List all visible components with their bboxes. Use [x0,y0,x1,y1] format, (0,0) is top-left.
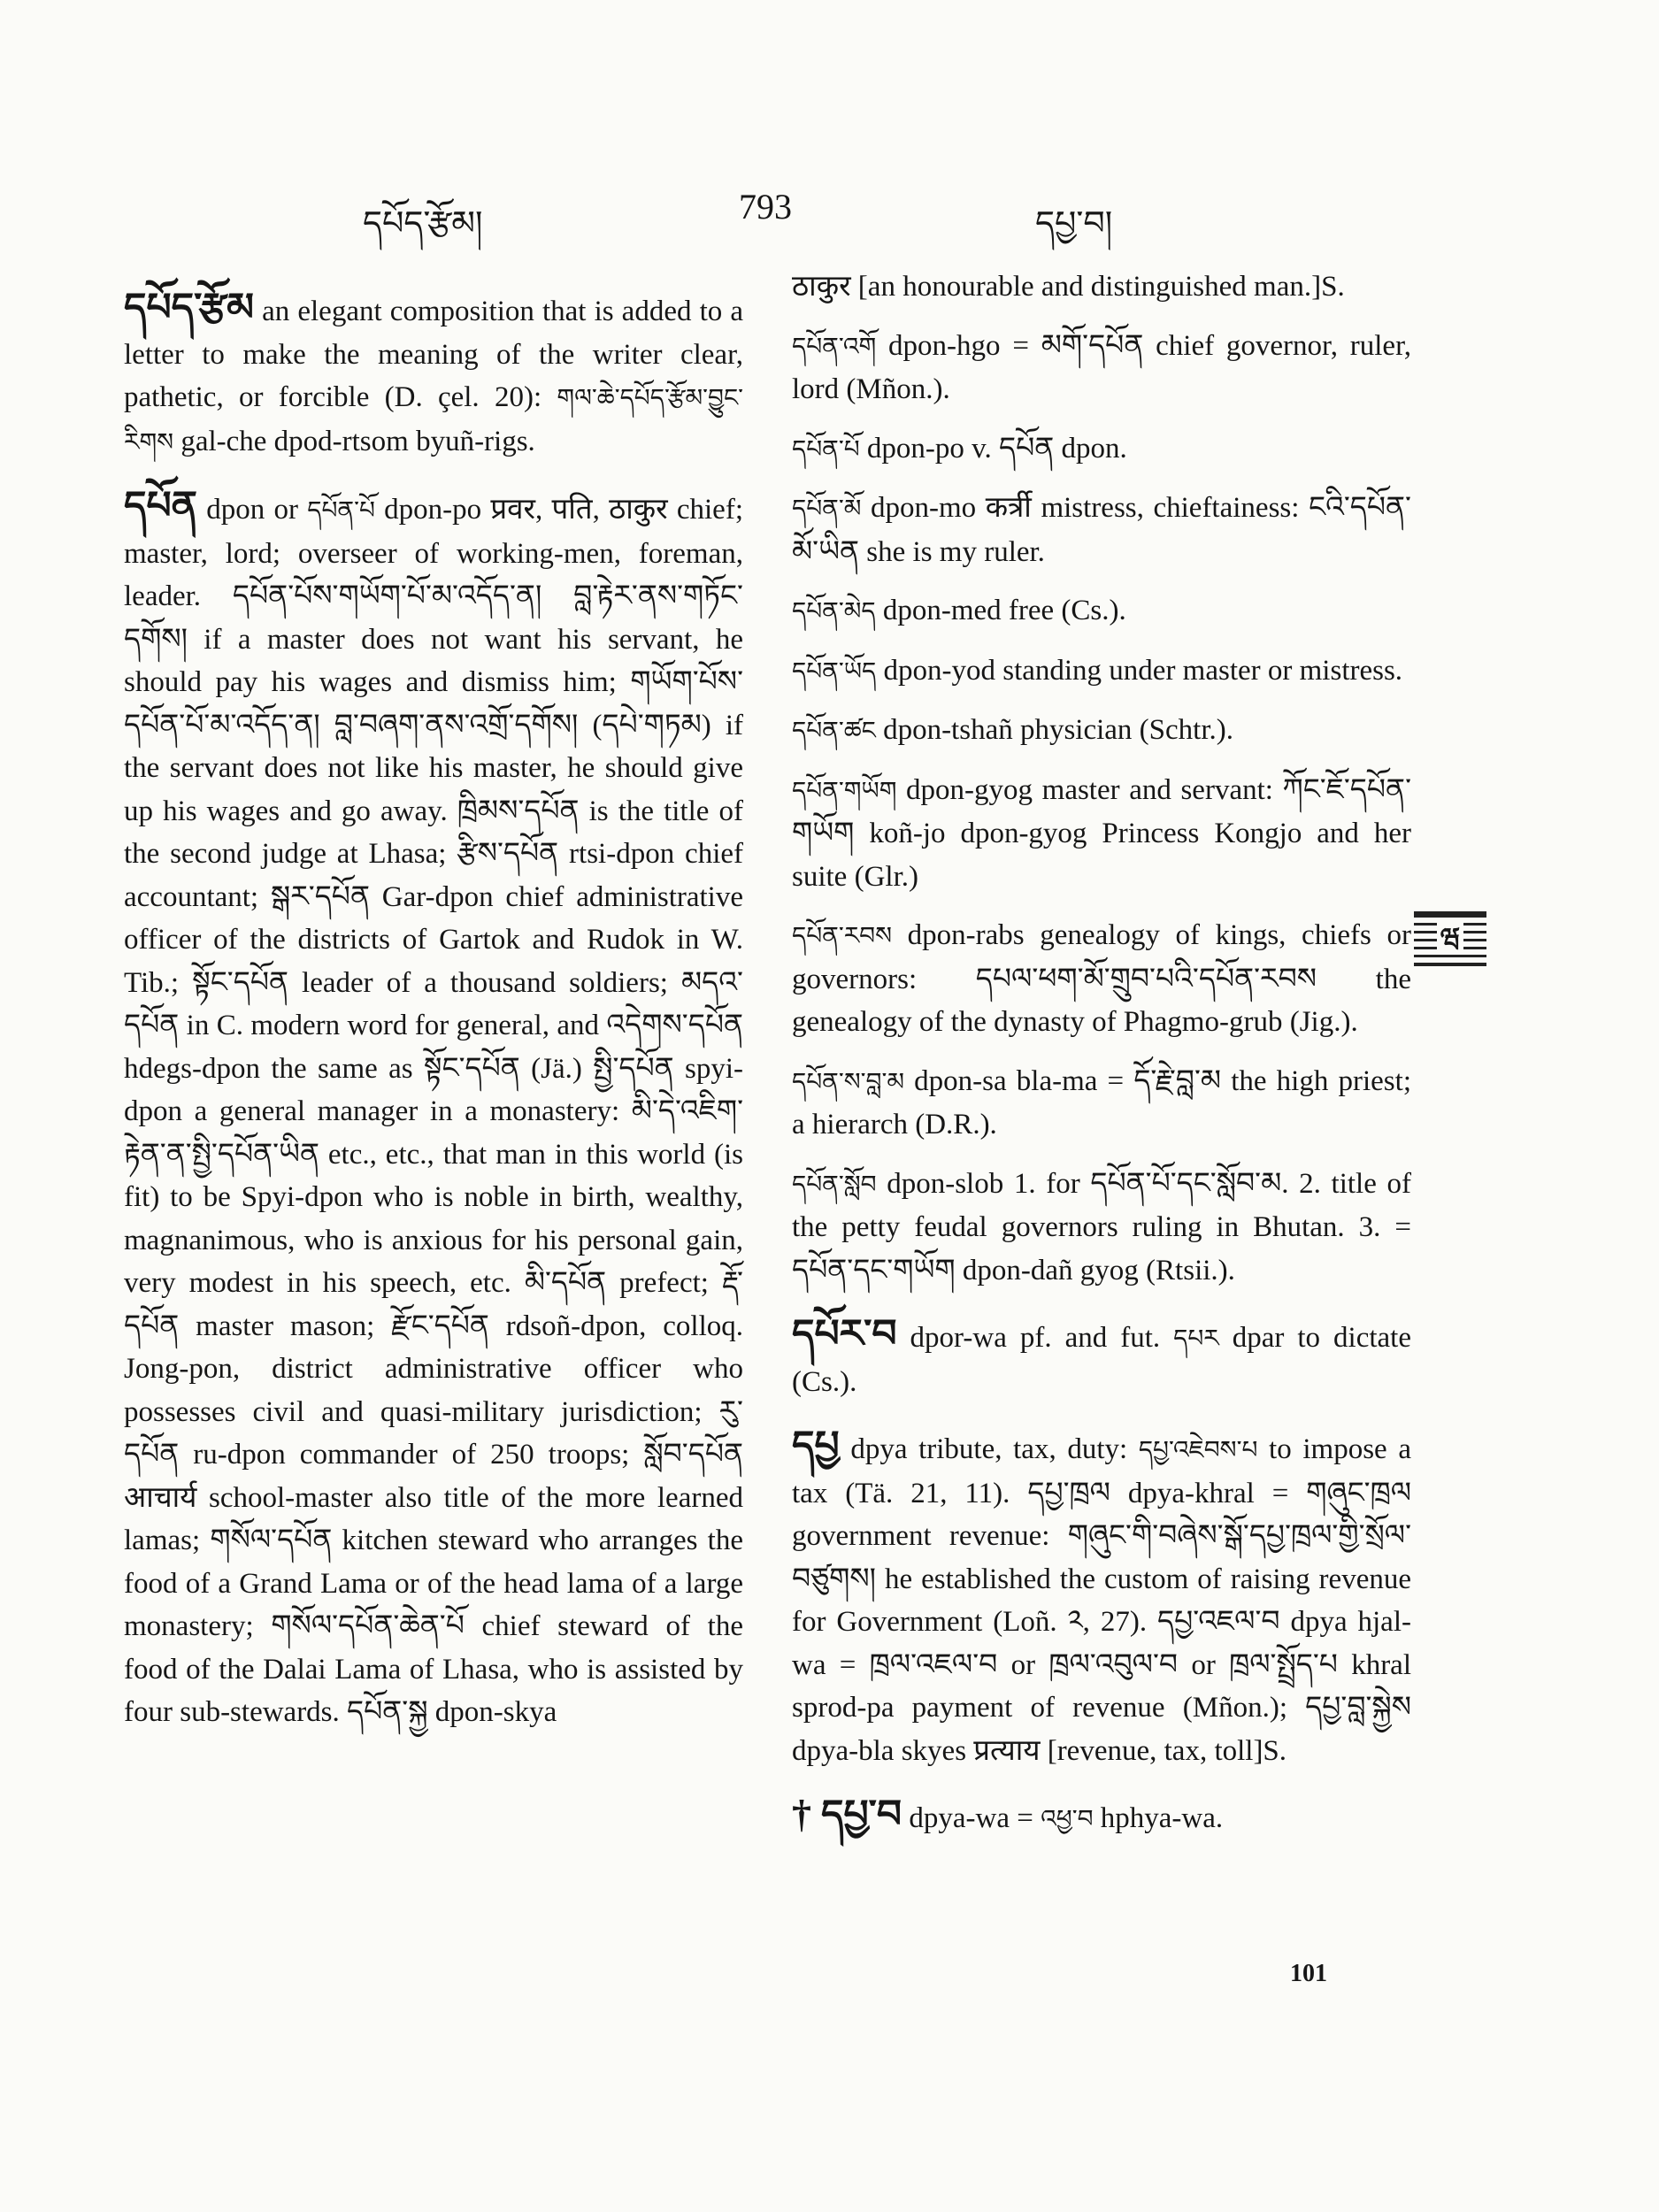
dictionary-entry [792,487,1411,573]
entry-text: dpon-yod standing under master or mistress. [876,654,1403,687]
tibetan-term: དཔོན་འགོ [792,331,877,361]
tibetan-term: དཔོན་སློབ [792,1169,877,1199]
page-number: 793 [739,187,792,227]
headword: དཔྱ [792,1424,840,1467]
tibetan-term: དཔོན་ཡོད [792,656,877,686]
dictionary-entry [792,649,1411,694]
headword: དཔོད་རྩོམ [124,286,255,329]
dictionary-entry [124,485,743,1734]
entry-text: dpya-wa = [902,1802,1041,1834]
tibetan-term: དཔོན་ས་བླ་མ [792,1066,904,1096]
entry-text: dpon-rabs genealogy of kings, chiefs or governors: དཔལ་ཕག་མོ་གྲུབ་པའི་དཔོན་རབས the genealogy of the dynasty of Phagmo-grub (Jig.). [792,919,1411,1038]
tibetan-term: དཔོན་པོ [307,495,375,525]
tibetan-term: དཔོན་གཡོག [792,775,897,805]
header-left-guideword: དཔོད་རྩོམ། [363,205,483,242]
entry-text: an elegant composition that is added to a letter to make the meaning of the writer clear, pathetic, or forcible (D. çel. 20): [124,296,743,413]
thumb-index-letter: ཝ [1437,923,1463,954]
left-column [124,265,743,1750]
entry-text: dpor-wa pf. and fut. [896,1322,1174,1354]
signature-mark: 101 [1290,1960,1327,1987]
tibetan-term: དཔོན་པོ [792,434,860,464]
dictionary-entry [792,1163,1411,1293]
entry-text: dpon-slob 1. for དཔོན་པོ་དང་སློབ་མ. 2. title of the petty feudal governors ruling in Bhutan. 3. = དཔོན་དང་གཡོག dpon-dañ gyog (Rtsii.). [792,1167,1411,1286]
tibetan-term: དཔོན་རབས [792,921,893,950]
entry-text: to impose a tax (Tä. 21, 11). དཔྱ་ཁྲལ dpya-khral = གཞུང་ཁྲལ government revenue: གཞུང་གི་བཞེས་སྒོ་དཔྱ་ཁྲལ་གྱི་སྲོལ་བཙུགས། he established the custom of raising revenue for Government (Loñ. ༢, 27). དཔྱ་འཇལ་བ dpya hjal-wa = ཁྲལ་འཇལ་བ or ཁྲལ་འབུལ་བ or ཁྲལ་སྤྲོད་པ khral sprod-pa payment of revenue (Mñon.); དཔྱ་བླ་སྐྱེས dpya-bla skyes प्रत्याय [revenue, tax, toll]S. [792,1433,1411,1767]
dictionary-entry [124,287,743,464]
dictionary-entry [792,1793,1411,1841]
entry-text: dpon or [197,494,308,526]
tibetan-term: དཔར [1173,1324,1219,1353]
tibetan-term: གལ་ཆེ་དཔོད་རྩོམ་བྱུང་རིགས [124,383,743,457]
entry-text: gal-che dpod-rtsom byuñ-rigs. [173,425,535,457]
dictionary-entry [792,709,1411,753]
tibetan-term: དཔྱ་འཇེབས་པ [1138,1435,1258,1464]
entry-text: dpon-sa bla-ma = དོ་རྗེ་བླ་མ the high priest; a hierarch (D.R.). [792,1064,1411,1141]
tibetan-term: དཔོན་ཚང [792,716,876,745]
headword: དཔོན [124,484,198,527]
dictionary-entry [792,325,1411,411]
dictionary-entry [792,1313,1411,1403]
header-right-guideword: དཔྱ་བ། [1035,205,1113,242]
entry-text: dpon-po v. དཔོན dpon. [859,432,1127,465]
entry-text: dpon-po प्रवर, पति, ठाकुर chief; master, lord; overseer of working-men, foreman, leader. དཔོན་པོས་གཡོག་པོ་མ་འདོད་ན། བླ་རྟེར་ནས་གཏོང་དགོས། if a master does not want his servant, he should pay his wages and dismiss him; གཡོག་པོས་དཔོན་པོ་མ་འདོད་ན། བླ་བཞག་ནས་འགྲོ་དགོས། (དཔེ་གཏམ) if the servant does not like his master, he should give up his wages and go away. ཁྲིམས་དཔོན is the title of the second judge at Lhasa; རྩིས་དཔོན rtsi-dpon chief accountant; སྒར་དཔོན Gar-dpon chief administrative officer of the districts of Gartok and Rudok in W. Tib.; སྟོང་དཔོན leader of a thousand soldiers; མདའ་དཔོན in C. modern word for general, and འདེགས་དཔོན hdegs-dpon the same as སྟོང་དཔོན (Jä.) སྤྱི་དཔོན spyi-dpon a general manager in a monastery: མི་དེ་འཇིག་རྟེན་ན་སྤྱི་དཔོན་ཡིན etc., etc., that man in this world (is fit) to be Spyi-dpon who is noble in birth, wealthy, magnanimous, who is anxious for his personal gain, very modest in his speech, etc. མི་དཔོན prefect; རྡོ་དཔོན master mason; རྫོང་དཔོན rdsoñ-dpon, colloq. Jong-pon, district administrative officer who possesses civil and quasi-military jurisdiction; རུ་དཔོན ru-dpon commander of 250 troops; སློབ་དཔོན आचार्य school-master also title of the more learned lamas; གསོལ་དཔོན kitchen steward who arranges the food of a Grand Lama or of the head lama of a large monastery; གསོལ་དཔོན་ཆེན་པོ chief steward of the food of the Dalai Lama of Lhasa, who is assisted by four sub-stewards. དཔོན་སྐྱ dpon-skya [124,494,743,1728]
right-column [792,265,1411,1857]
dictionary-entry [792,427,1411,472]
entry-text: dpar to dictate (Cs.). [792,1322,1411,1398]
dictionary-entry [792,1060,1411,1147]
dictionary-entry [792,769,1411,899]
tibetan-term: དཔོན་མེད [792,596,876,626]
tibetan-term: འཕྱ་བ [1041,1804,1094,1833]
entry-text: dpon-tshañ physician (Schtr.). [875,714,1233,746]
entry-text: dpon-med free (Cs.). [875,595,1126,626]
dictionary-entry [792,1425,1411,1772]
dictionary-entry [792,265,1411,309]
entry-text: hphya-wa. [1093,1802,1224,1834]
tibetan-term: དཔོན་མོ [792,494,862,523]
entry-text: dpon-gyog master and servant: ཀོང་ཇོ་དཔོན་གཡོག koñ-jo dpon-gyog Princess Kongjo and her suite (Glr.) [792,773,1411,893]
headword: † དཔྱ་བ [792,1793,902,1836]
entry-text: dpon-hgo = མགོ་དཔོན chief governor, ruler, lord (Mñon.). [792,329,1411,405]
headword: དཔོར་བ [792,1312,897,1356]
entry-text: dpya tribute, tax, duty: [839,1433,1139,1465]
dictionary-entry [792,589,1411,634]
entry-text: dpon-mo कर्त्री mistress, chieftainess: ངའི་དཔོན་མོ་ཡིན she is my ruler. [792,492,1411,568]
thumb-index-tab [1414,911,1486,966]
dictionary-entry [792,914,1411,1044]
entry-text: ठाकुर [an honourable and distinguished man.]S. [792,271,1345,303]
